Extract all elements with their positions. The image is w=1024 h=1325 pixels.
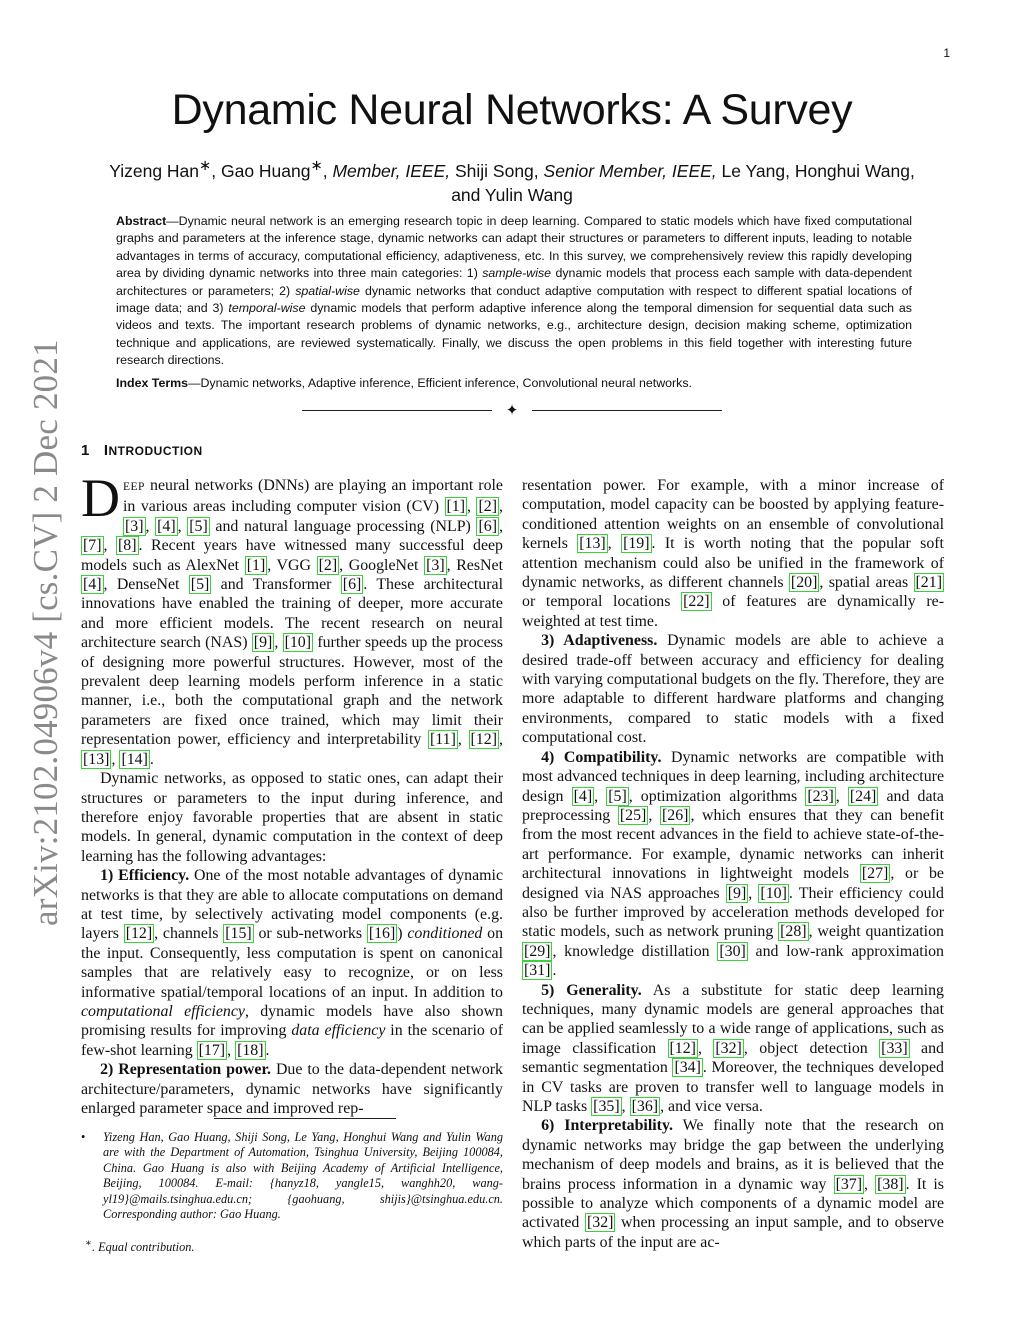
paragraph: Dynamic networks, as opposed to static ones, can adapt their structures or parameters to the input during inference, and therefore enjoy favorable properties that are absent in static models. In general, dynamic computation in the context of deep learning has the following advantages:	[81, 770, 503, 865]
body-text: or sub-networks	[253, 925, 367, 943]
body-column-right	[522, 476, 944, 1252]
body-text: , knowledge distillation	[552, 942, 718, 960]
paragraph-heading: 2) Representation power.	[100, 1061, 272, 1079]
citation-link[interactable]: [30]	[719, 942, 746, 960]
footnote-text: . Equal contribution.	[91, 1240, 195, 1255]
body-text: . These architectural innovations have enabled the training of deeper, more accurate and more efficient models. The recent research on neural architecture search (NAS)	[81, 576, 503, 652]
citation-link[interactable]: [5]	[608, 787, 627, 805]
body-text: , which ensures that they can benefit from the most recent advances in the field to achieve state-of-the-art performance. For example, dynamic networks can inherit architectural innovations in lightweight models	[522, 806, 944, 883]
body-text: , weight quantization	[808, 923, 944, 941]
author-name: Gao Huang	[220, 160, 311, 181]
paragraph	[522, 1116, 944, 1252]
body-text: and natural language processing (NLP)	[209, 517, 477, 535]
abstract-emphasis: spatial-wise	[295, 283, 360, 298]
citation-link[interactable]: [25]	[619, 806, 647, 824]
citation-link[interactable]: [11]	[429, 731, 456, 749]
citation-link[interactable]: [34]	[674, 1059, 701, 1077]
citation-link[interactable]: [6]	[478, 517, 497, 535]
citation-link[interactable]: [3]	[426, 556, 445, 574]
body-text: ,	[835, 787, 848, 805]
bullet-icon: •	[81, 1130, 86, 1144]
equal-contribution-mark: ∗	[85, 1238, 92, 1250]
body-text: , GoogleNet	[339, 556, 425, 574]
body-text: when processing an input sample, and to observe which parts of the input are ac-	[522, 1214, 944, 1251]
abstract-text: dynamic models that perform adaptive inference along the temporal dimension for sequential data such as videos and texts. The important research problems of dynamic networks, e.g., architecture design, decision making scheme, optimization technique and applications, are reviewed systematically. Finally, we discuss the open problems in this field together with interesting future research directions.	[116, 301, 912, 368]
abstract-text: dynamic models that process each sample with data-dependent architectures or parameters; 2)	[116, 266, 912, 298]
body-text: . Their efficiency could also be further improved by acceleration methods developed for static models, such as network pruning	[522, 884, 944, 941]
citation-link[interactable]: [38]	[877, 1175, 904, 1193]
emphasis-text: computational efficiency	[81, 1002, 245, 1020]
citation-link[interactable]: [13]	[83, 750, 110, 768]
abstract-dash: —	[166, 214, 179, 228]
body-text: ,	[499, 731, 503, 749]
citation-link[interactable]: [22]	[683, 593, 710, 611]
body-text: One of the most notable advantages of dynamic networks is that they are able to allocate computations on demand at test time, by selectively activating model components (e.g. layers	[81, 867, 503, 943]
citation-link[interactable]: [4]	[157, 517, 176, 535]
citation-link[interactable]: [13]	[579, 535, 606, 553]
body-text: ,	[607, 535, 622, 553]
body-text: .	[149, 750, 154, 768]
body-text: resentation power. For example, with a minor increase of computation, model capacity can be boosted by applying feature-conditioned attention weights on an ensemble of convolutional kernels	[522, 477, 944, 553]
paragraph	[522, 748, 944, 981]
body-text: . Moreover, the techniques developed in CV tasks are proven to transfer well to language models in NLP tasks	[522, 1059, 944, 1115]
citation-link[interactable]: [18]	[237, 1041, 264, 1059]
body-text: and low-rank approximation	[747, 942, 944, 960]
body-text: , VGG	[267, 556, 317, 574]
body-column-left	[81, 468, 504, 1118]
body-text: , dynamic models have also shown promising results for improving	[81, 1002, 503, 1040]
body-text: ,	[177, 517, 188, 535]
author-name: Shiji Song,	[450, 160, 544, 181]
citation-link[interactable]: [23]	[807, 787, 834, 805]
body-text: ,	[621, 1098, 630, 1115]
citation-link[interactable]: [16]	[368, 925, 396, 943]
author-name: Yizeng Han	[109, 160, 200, 181]
body-text: ,	[748, 884, 759, 902]
author-names: Le Yang, Honghui Wang,	[716, 160, 915, 181]
paragraph	[522, 476, 944, 631]
citation-link[interactable]: [24]	[849, 787, 877, 805]
author-role: Senior Member, IEEE,	[543, 160, 717, 181]
body-text: , optimization algorithms	[628, 787, 806, 805]
footnotes	[81, 1130, 503, 1256]
section-divider	[302, 402, 722, 420]
arxiv-side-stamp: arXiv:2102.04906v4 [cs.CV] 2 Dec 2021	[26, 339, 65, 926]
citation-link[interactable]: [6]	[342, 576, 362, 594]
body-text: and semantic segmentation	[522, 1039, 944, 1077]
body-text: ,	[274, 634, 283, 652]
body-text: or temporal locations	[522, 593, 682, 611]
body-text: , or be designed via NAS approaches	[522, 865, 944, 902]
body-text: , channels	[154, 925, 224, 943]
paragraph	[81, 468, 503, 769]
body-text: ,	[697, 1039, 714, 1057]
paragraph	[81, 866, 503, 1060]
citation-link[interactable]: [9]	[253, 634, 273, 652]
body-text: ,	[594, 787, 607, 805]
body-text: ,	[648, 806, 660, 824]
citation-link[interactable]: [31]	[524, 962, 551, 980]
body-text: )	[397, 925, 408, 943]
author-list	[90, 154, 934, 207]
citation-link[interactable]: [5]	[190, 576, 210, 594]
emphasis-text: conditioned	[407, 925, 483, 943]
citation-link[interactable]: [3]	[125, 517, 144, 535]
body-text: . It is worth noting that the popular soft attention mechanism could also be unified in the framework of dynamic networks, as different channels	[522, 535, 944, 592]
body-text: As a substitute for static deep learning techniques, many dynamic models are general approaches that can be applied seamlessly to a wide range of applications, such as image classification	[522, 981, 944, 1057]
author-names-last: and Yulin Wang	[451, 184, 573, 205]
body-text: Dynamic models are able to achieve a desired trade-off between accuracy and efficiency for dealing with varying computational budgets on the fly. Therefore, they are more adaptable to different hardware platforms and changing environments, compared to static models with a fixed computational cost.	[522, 632, 944, 747]
author-separator: ,	[211, 160, 221, 181]
paragraph-heading: 3) Adaptiveness.	[541, 632, 658, 650]
body-text: ,	[227, 1041, 236, 1059]
body-text: .	[552, 962, 557, 980]
body-text: further speeds up the process of designing more powerful structures. However, most of the prevalent deep learning models perform inference in a static manner, i.e., both the computational graph and the network parameters are fixed once trained, which may limit their representation power, efficiency and interpretability	[81, 634, 503, 749]
paragraph	[81, 1060, 503, 1118]
page-number: 1	[943, 46, 950, 60]
paragraph	[522, 631, 944, 747]
emphasis-text: data efficiency	[291, 1022, 386, 1040]
body-text: of features are dynamically re-weighted at test time.	[522, 593, 945, 630]
body-text: , ResNet	[446, 556, 503, 574]
citation-link[interactable]: [15]	[225, 925, 252, 943]
body-text: Due to the data-dependent network architecture/parameters, dynamic networks have significantly enlarged parameter space and improved rep-	[81, 1061, 504, 1117]
citation-link[interactable]: [4]	[573, 787, 593, 805]
section-heading	[81, 442, 203, 459]
footnote-rule	[214, 1118, 396, 1119]
citation-link[interactable]: [26]	[661, 806, 689, 824]
citation-link[interactable]: [28]	[780, 923, 807, 941]
body-text: in the scenario of few-shot learning	[81, 1022, 504, 1059]
index-terms-label: Index Terms	[116, 376, 189, 390]
author-separator: ,	[322, 160, 333, 181]
body-text: ,	[499, 498, 503, 516]
body-text: Dynamic networks are compatible with most advanced techniques in deep learning, including architecture design	[522, 748, 944, 805]
drop-cap: D	[81, 468, 120, 528]
body-text: and data preprocessing	[522, 787, 944, 824]
citation-link[interactable]: [35]	[593, 1098, 620, 1115]
citation-link[interactable]: [12]	[669, 1039, 696, 1057]
citation-link[interactable]: [10]	[284, 634, 312, 652]
body-text: .	[265, 1041, 270, 1059]
citation-link[interactable]: [14]	[121, 750, 148, 768]
citation-link[interactable]: [21]	[915, 574, 942, 592]
citation-link[interactable]: [33]	[881, 1039, 908, 1057]
citation-link[interactable]: [20]	[790, 574, 818, 592]
section-title-initial: I	[103, 442, 109, 459]
citation-link[interactable]: [9]	[727, 884, 747, 902]
body-text: . Recent years have witnessed many successful deep models such as AlexNet	[81, 537, 503, 574]
citation-link[interactable]: [27]	[861, 865, 889, 883]
citation-link[interactable]: [4]	[83, 576, 102, 594]
body-text: ,	[111, 750, 120, 768]
body-text: and Transformer	[211, 576, 341, 594]
citation-link[interactable]: [10]	[760, 884, 787, 902]
citation-link[interactable]: [8]	[118, 537, 137, 555]
body-text: ,	[457, 731, 469, 749]
citation-link[interactable]: [12]	[125, 925, 153, 943]
abstract-label: Abstract	[116, 214, 167, 228]
abstract-emphasis: temporal-wise	[228, 301, 306, 316]
body-text: , spatial areas	[819, 574, 914, 592]
abstract	[116, 213, 912, 370]
paragraph-heading: 1) Efficiency.	[100, 867, 190, 885]
paragraph-heading: 4) Compatibility.	[541, 748, 662, 766]
citation-link[interactable]: [36]	[631, 1098, 659, 1115]
paragraph-heading: 6) Interpretability.	[541, 1117, 673, 1135]
index-terms-text: —Dynamic networks, Adaptive inference, Efficient inference, Convolutional neural networks.	[188, 376, 692, 390]
body-text: on the input. Consequently, less computation is spent on canonical samples that are relatively easy to recognize, or on less informative spatial/temporal locations of an input. In addition to	[81, 925, 504, 1001]
divider-line-right	[532, 410, 722, 411]
equal-contribution-mark: ∗	[199, 158, 212, 174]
abstract-text: dynamic networks that conduct adaptive computation with respect to different spatial locations of image data; and 3)	[116, 283, 912, 316]
divider-ornament-icon: ✦	[505, 403, 519, 419]
body-text: ,	[499, 517, 503, 535]
author-role: Member, IEEE,	[332, 160, 451, 181]
small-caps-word: EEP	[123, 481, 145, 493]
paragraph	[522, 981, 944, 1117]
citation-link[interactable]: [2]	[318, 556, 338, 574]
citation-link[interactable]: [19]	[623, 535, 650, 553]
citation-link[interactable]: [1]	[446, 498, 466, 516]
body-text: We finally note that the research on dynamic networks may bridge the gap between the underlying mechanism of deep models and brains, as it is believed that the brains process information in a dynamic way	[522, 1117, 945, 1193]
equal-contribution-mark: ∗	[310, 158, 323, 174]
divider-line-left	[302, 410, 492, 411]
body-text: ,	[864, 1175, 876, 1193]
body-text: , DenseNet	[103, 576, 189, 594]
citation-link[interactable]: [29]	[524, 942, 551, 960]
citation-link[interactable]: [7]	[83, 537, 102, 555]
section-number: 1	[81, 442, 90, 459]
citation-link[interactable]: [1]	[246, 556, 266, 574]
section-title-rest: NTRODUCTION	[108, 444, 203, 458]
paper-title: Dynamic Neural Networks: A Survey	[171, 86, 853, 134]
body-text: , and vice versa.	[660, 1098, 763, 1115]
abstract-text: Dynamic neural network is an emerging research topic in deep learning. Compared to static models which have fixed computational graphs and parameters at the inference stage, dynamic networks can adapt their structures or parameters to different inputs, leading to notable advantages in terms of accuracy, computational efficiency, adaptiveness, etc. In this survey, we comprehensively review this rapidly developing area by dividing dynamic networks into three main categories: 1)	[116, 214, 912, 281]
body-text: ,	[145, 517, 156, 535]
footnote-equal-contribution	[81, 1236, 503, 1256]
citation-link[interactable]: [32]	[586, 1214, 614, 1232]
abstract-emphasis: sample-wise	[482, 266, 552, 281]
citation-link[interactable]: [17]	[198, 1041, 226, 1059]
footnote-affiliation	[81, 1130, 503, 1222]
citation-link[interactable]: [5]	[189, 517, 208, 535]
index-terms	[116, 375, 912, 392]
footnote-text: Yizeng Han, Gao Huang, Shiji Song, Le Yang, Honghui Wang and Yulin Wang are with the Department of Automation, Tsinghua University, Beijing 100084, China. Gao Huang is also with Beijing Academy of Artificial Intelligence, Beijing, 100084. E-mail: {hanyz18, yangle15, wanghh20, wang-yl19}@mails.tsinghua.edu.cn; {gaohuang, shijis}@tsinghua.edu.cn. Corresponding author: Gao Huang.	[103, 1130, 503, 1222]
citation-link[interactable]: [37]	[835, 1175, 863, 1193]
paragraph-heading: 5) Generality.	[541, 981, 642, 999]
body-text: ,	[467, 498, 477, 516]
citation-link[interactable]: [12]	[470, 731, 497, 749]
body-text: , object detection	[743, 1039, 880, 1057]
citation-link[interactable]: [32]	[715, 1039, 742, 1057]
citation-link[interactable]: [2]	[478, 498, 498, 516]
body-text: . It is possible to analyze which components of a dynamic model are activated	[522, 1175, 944, 1232]
body-text: ,	[103, 537, 117, 555]
body-text: neural networks (DNNs) are playing an important role in various areas including computer vision (CV)	[123, 477, 503, 516]
